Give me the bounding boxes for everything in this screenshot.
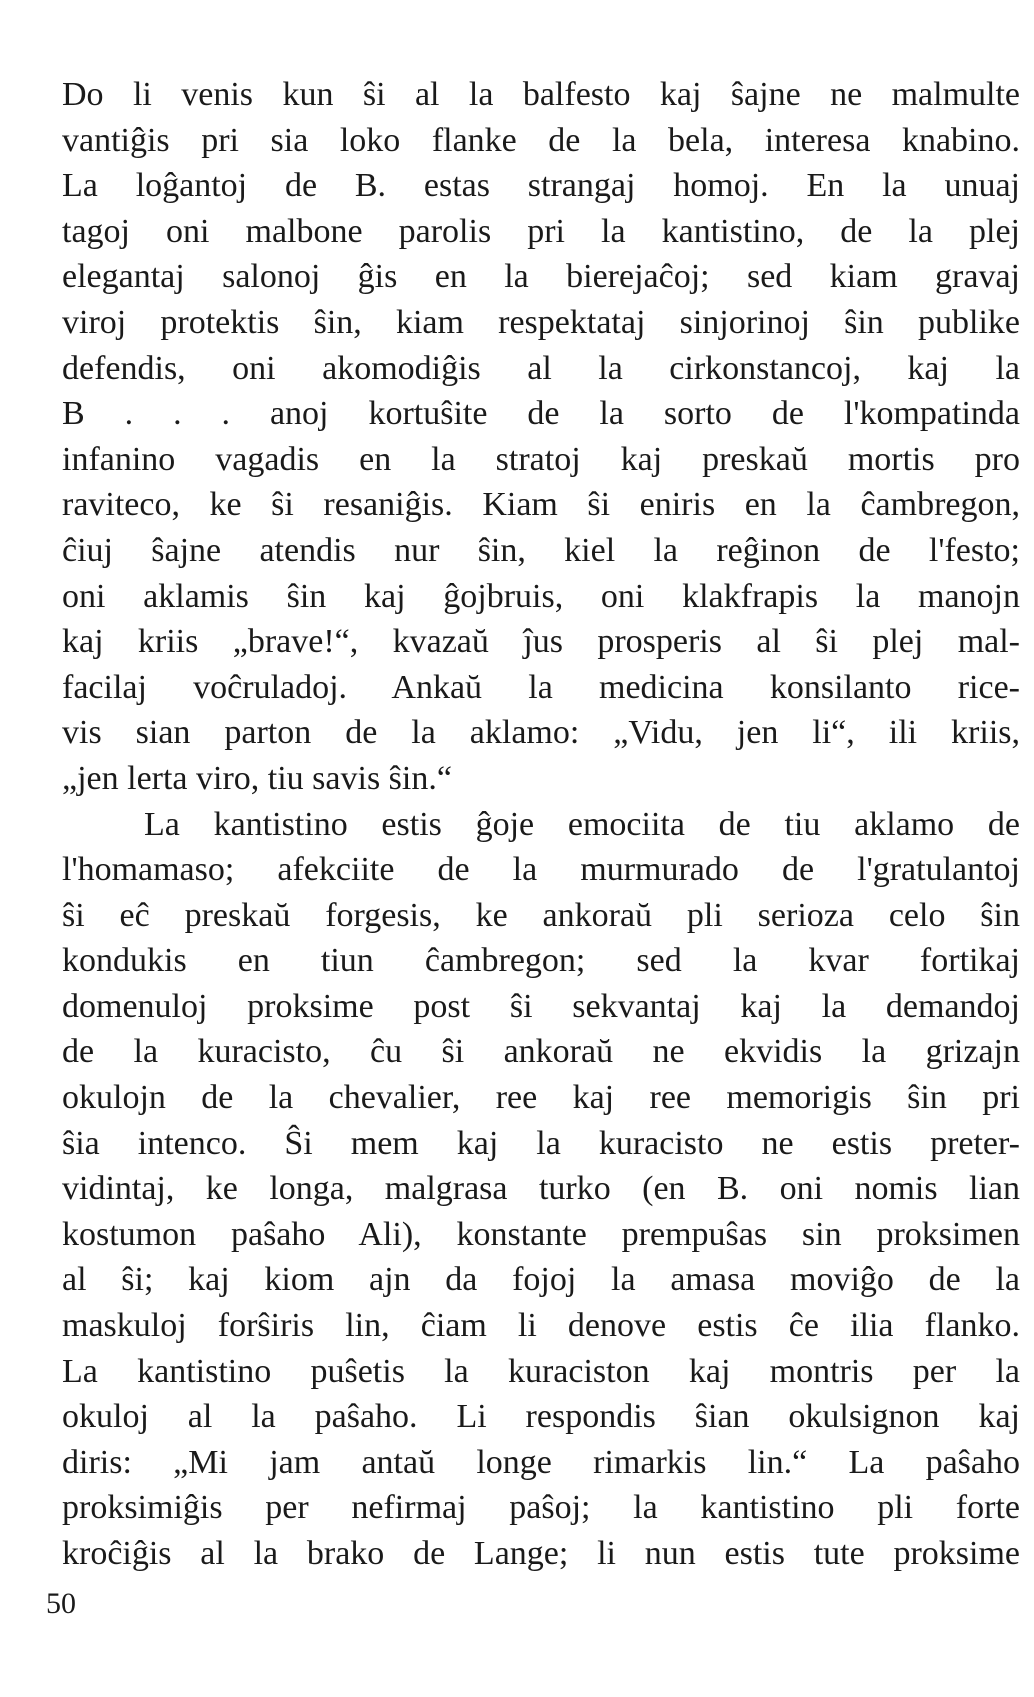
text-line: maskuloj forŝiris lin, ĉiam li denove estis ĉe ilia flanko. [62,1307,1020,1345]
text-line: Do li venis kun ŝi al la balfesto kaj ŝajne ne malmulte [62,76,1020,113]
text-line: ĉiuj ŝajne atendis nur ŝin, kiel la reĝinon de l'festo; [62,531,1020,569]
text-line: vidintaj, ke longa, malgrasa turko (en B. oni nomis lian [62,1170,1020,1208]
text-line: kaj kriis „brave!“, kvazaŭ ĵus prosperis al ŝi plej mal- [62,623,1020,661]
text-line: okulojn de la chevalier, ree kaj ree memorigis ŝin pri [62,1079,1020,1117]
text-line: kroĉiĝis al la brako de Lange; li nun estis tute proksime [62,1535,1020,1572]
text-line: B . . . anoj kortuŝite de la sorto de l'kompatinda [62,395,1020,433]
text-line: kondukis en tiun ĉambregon; sed la kvar fortikaj [62,942,1020,980]
text-line: proksimiĝis per nefirmaj paŝoj; la kantistino pli forte [62,1489,1020,1527]
text-line: kostumon paŝaho Ali), konstante prempuŝas sin proksimen [62,1215,1020,1253]
text-line: La loĝantoj de B. estas strangaj homoj. En la unuaj [62,167,1020,205]
paragraph-1 [62,72,1020,802]
text-line: ŝia intenco. Ŝi mem kaj la kuracisto ne estis preter- [62,1124,1020,1162]
text-line: vis sian parton de la aklamo: „Vidu, jen li“, ili kriis, [62,714,1020,752]
text-line: oni aklamis ŝin kaj ĝojbruis, oni klakfrapis la manojn [62,577,1020,615]
text-line: raviteco, ke ŝi resaniĝis. Kiam ŝi eniris en la ĉambregon, [62,486,1020,524]
text-line: al ŝi; kaj kiom ajn da fojoj la amasa moviĝo de la [62,1261,1020,1299]
paragraph-2 [62,802,1020,1577]
text-line: okuloj al la paŝaho. Li respondis ŝian okulsignon kaj [62,1398,1020,1436]
text-line: facilaj voĉruladoj. Ankaŭ la medicina konsilanto rice- [62,668,1020,706]
text-line: l'homamaso; afekciite de la murmurado de l'gratulantoj [62,851,1020,889]
text-line: viroj protektis ŝin, kiam respektataj sinjorinoj ŝin publike [62,303,1020,341]
body-text [62,72,1020,1577]
text-line: elegantaj salonoj ĝis en la bierejaĉoj; sed kiam gravaj [62,258,1020,296]
text-line: domenuloj proksime post ŝi sekvantaj kaj la demandoj [62,987,1020,1025]
text-line: La kantistino estis ĝoje emociita de tiu aklamo de [144,805,1020,843]
text-line: vantiĝis pri sia loko flanke de la bela, interesa knabino. [62,121,1020,159]
page-number: 50 [46,1587,76,1620]
text-line: defendis, oni akomodiĝis al la cirkonstancoj, kaj la [62,349,1020,387]
text-line: infanino vagadis en la stratoj kaj preskaŭ mortis pro [62,440,1020,478]
text-line: La kantistino puŝetis la kuraciston kaj montris per la [62,1352,1020,1390]
text-line: ŝi eĉ preskaŭ forgesis, ke ankoraŭ pli serioza celo ŝin [62,896,1020,934]
text-line: „jen lerta viro, tiu savis ŝin.“ [62,759,452,797]
text-line: diris: „Mi jam antaŭ longe rimarkis lin.“ La paŝaho [62,1443,1020,1481]
text-line: tagoj oni malbone parolis pri la kantistino, de la plej [62,212,1020,250]
text-line: de la kuracisto, ĉu ŝi ankoraŭ ne ekvidis la grizajn [62,1033,1020,1071]
